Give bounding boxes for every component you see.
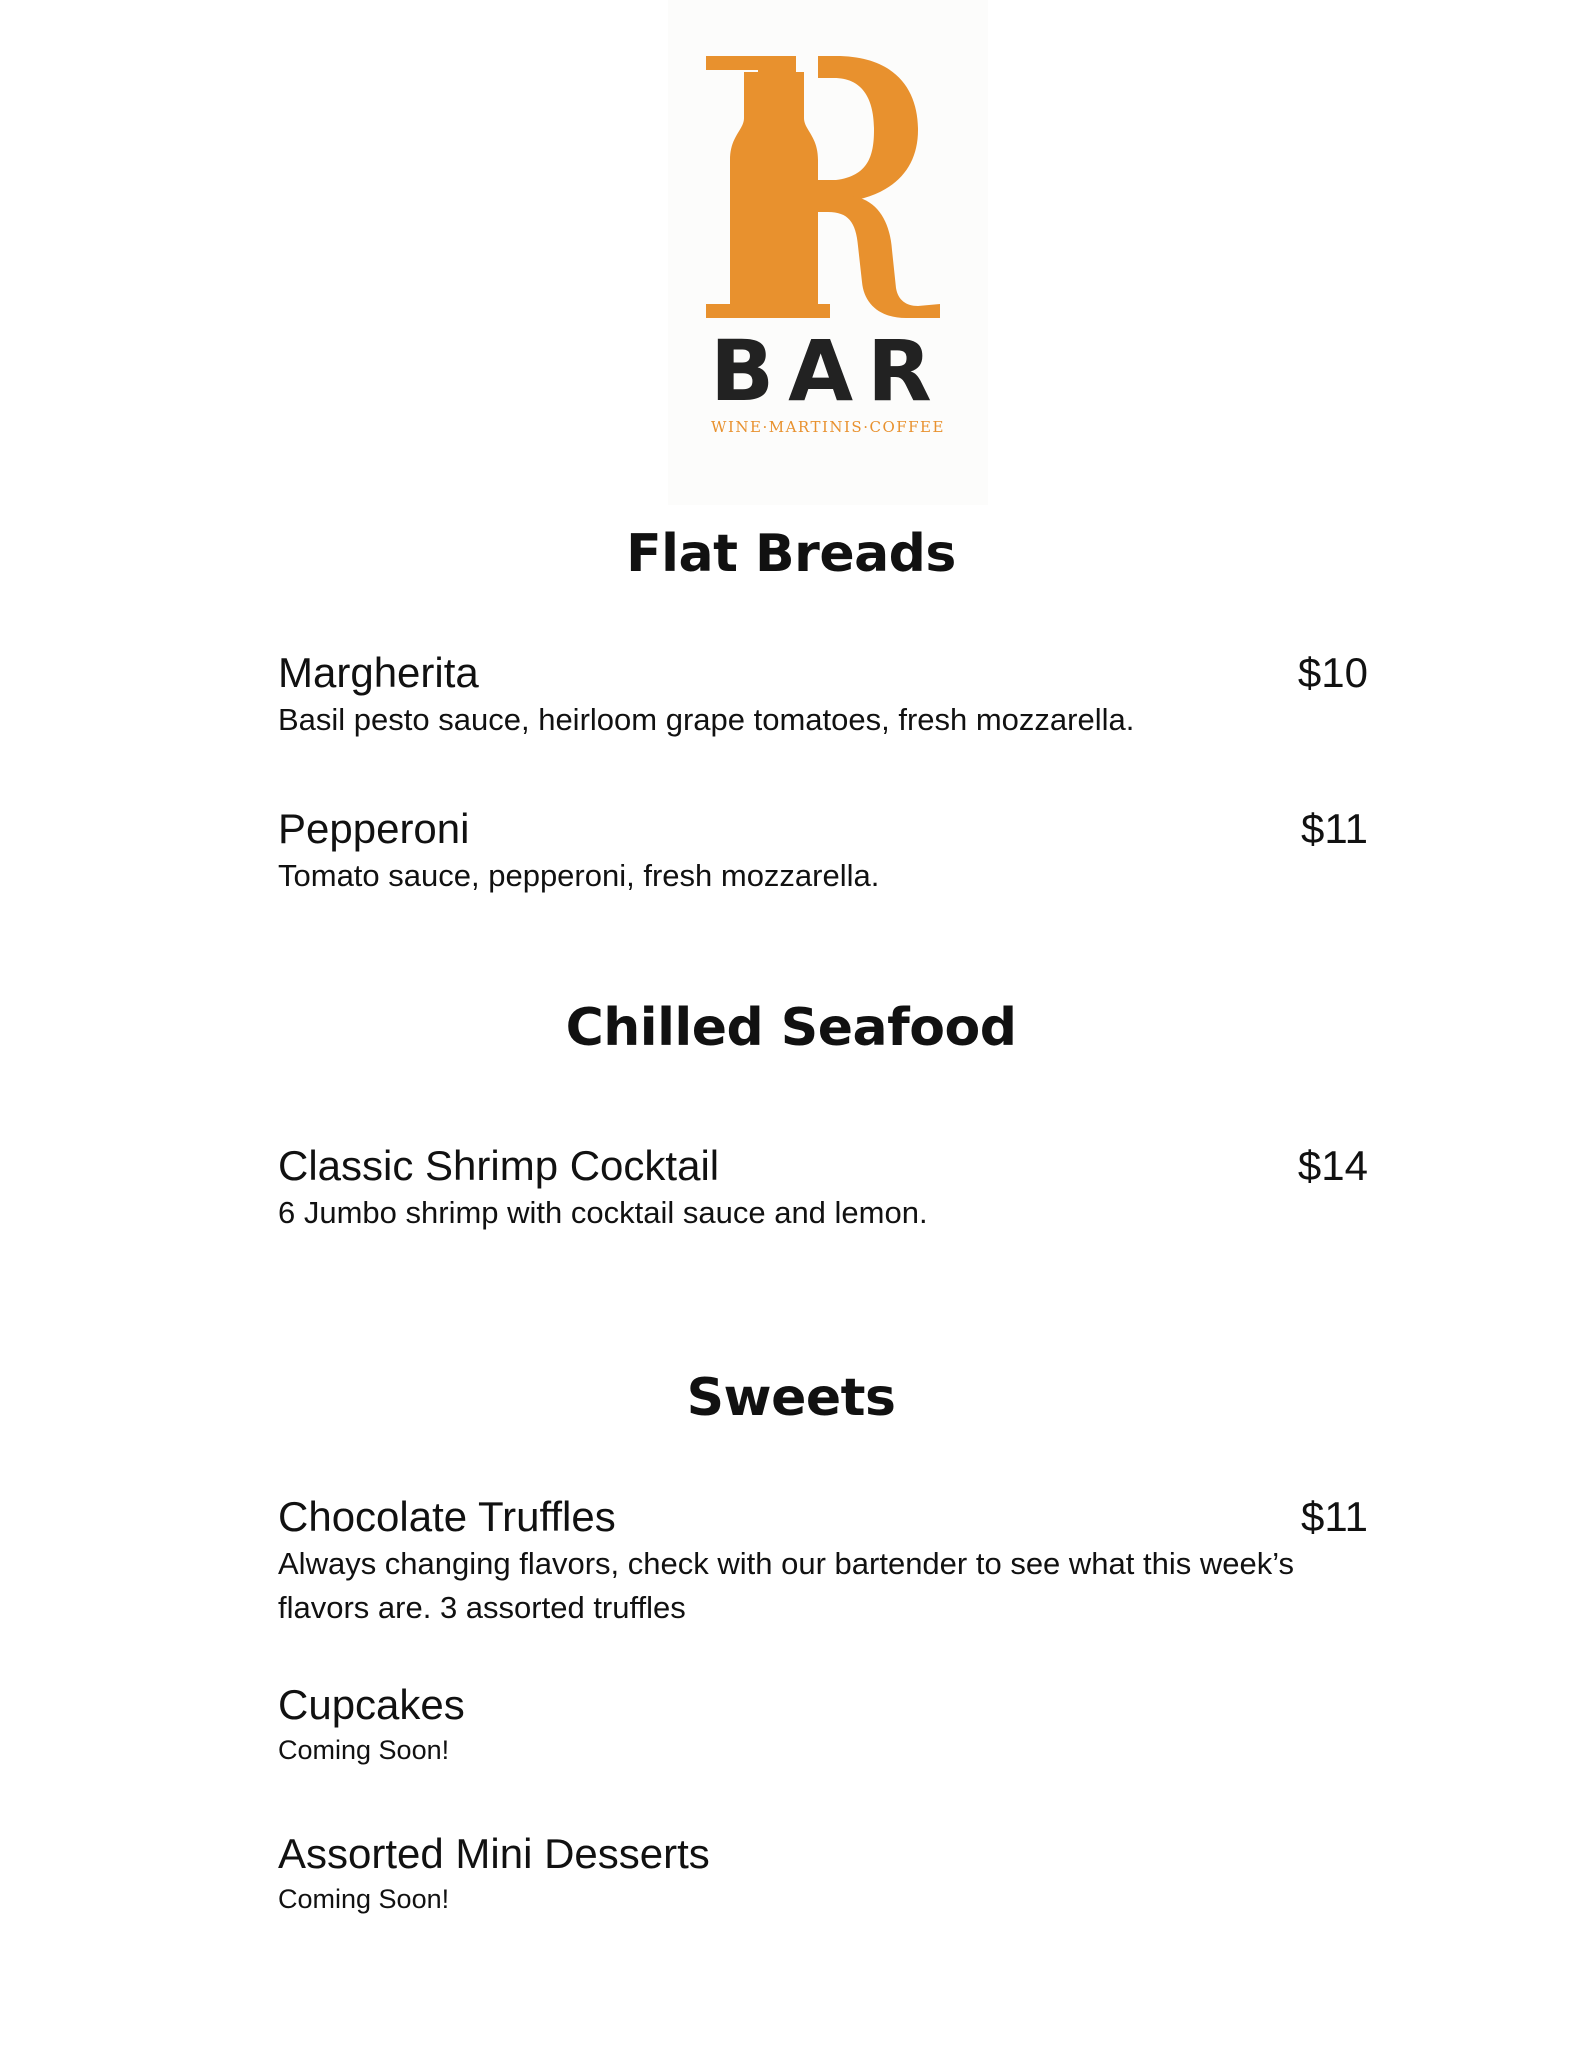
item-name: Cupcakes	[278, 1681, 465, 1728]
item-name: Assorted Mini Desserts	[278, 1830, 710, 1877]
menu-item-cupcakes	[278, 1680, 1368, 1770]
item-description-line-1: Always changing flavors, check with our bartender to see what this week’s	[278, 1546, 1295, 1581]
logo-tagline: WINE·MARTINIS·COFFEE	[711, 418, 945, 436]
menu-item-classic-shrimp-cocktail	[278, 1141, 1368, 1235]
menu-item-chocolate-truffles	[278, 1492, 1368, 1630]
logo-mark	[668, 0, 988, 505]
item-description: Coming Soon!	[278, 1735, 450, 1765]
item-name: Chocolate Truffles	[278, 1493, 616, 1540]
item-description: Basil pesto sauce, heirloom grape tomatoes, fresh mozzarella.	[278, 702, 1135, 737]
section-title-flat-breads: Flat Breads	[626, 524, 956, 584]
item-name: Margherita	[278, 649, 479, 696]
r-bar-logo	[668, 0, 988, 505]
section-title-sweets: Sweets	[686, 1368, 896, 1428]
item-description-line-2: flavors are. 3 assorted truffles	[278, 1590, 686, 1625]
item-description: Coming Soon!	[278, 1884, 450, 1914]
item-price: $11	[1301, 805, 1368, 852]
item-price: $14	[1297, 1142, 1368, 1189]
section-title-chilled-seafood: Chilled Seafood	[565, 998, 1017, 1058]
item-description: 6 Jumbo shrimp with cocktail sauce and lemon.	[278, 1195, 928, 1230]
item-price: $11	[1301, 1493, 1368, 1540]
menu-item-pepperoni	[278, 804, 1368, 898]
item-description: Tomato sauce, pepperoni, fresh mozzarella.	[278, 858, 880, 893]
item-name: Classic Shrimp Cocktail	[278, 1142, 720, 1189]
item-price: $10	[1297, 649, 1368, 696]
logo-name: BAR	[710, 322, 946, 420]
menu-item-margherita	[278, 648, 1368, 742]
menu-item-assorted-mini-desserts	[278, 1829, 1368, 1919]
item-name: Pepperoni	[278, 805, 470, 852]
r-letter-icon	[706, 56, 940, 318]
